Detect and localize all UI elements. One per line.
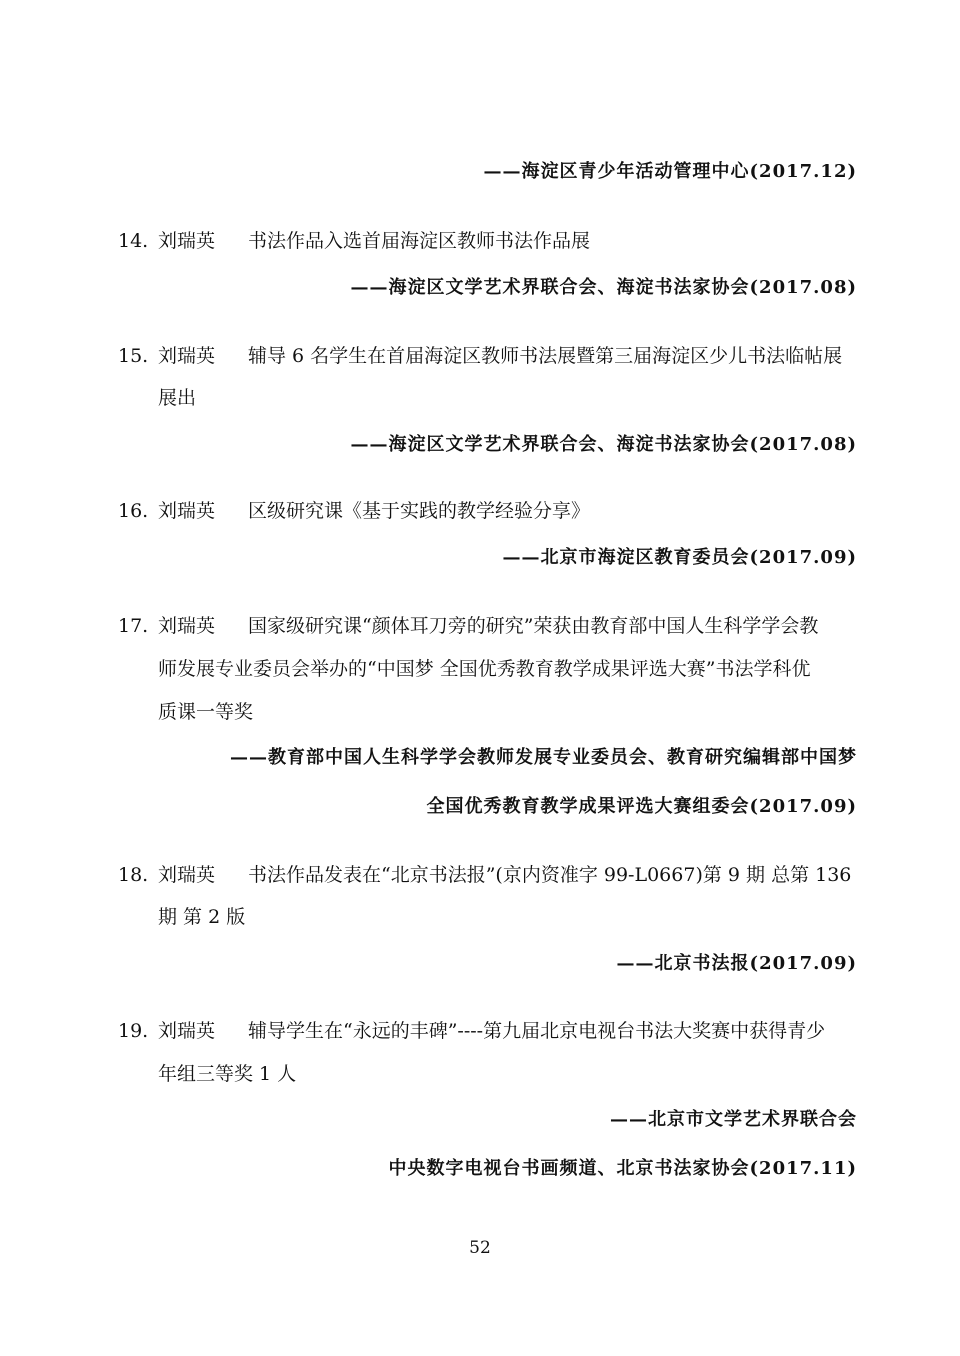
entry-number: 17.: [118, 615, 149, 637]
source-attribution: ——北京书法报(2017.09): [616, 953, 857, 974]
source-attribution: ——北京市海淀区教育委员会(2017.09): [502, 547, 857, 568]
entry-15: [118, 341, 858, 371]
entry-number: 19.: [118, 1020, 149, 1042]
entry-17: [118, 611, 858, 641]
entry-number: 14.: [118, 230, 149, 252]
entry-author: 刘瑞英: [158, 230, 216, 252]
entry-author: 刘瑞英: [158, 1020, 216, 1042]
entry-text: 辅导 6 名学生在首届海淀区教师书法展暨第三届海淀区少儿书法临帖展: [248, 345, 843, 367]
entry-16: [118, 496, 858, 526]
entry-text-continuation: 展出: [158, 387, 197, 409]
source-attribution: ——海淀区文学艺术界联合会、海淀书法家协会(2017.08): [350, 434, 857, 455]
entry-number: 16.: [118, 500, 149, 522]
entry-text-continuation: 质课一等奖: [158, 701, 254, 723]
entry-text: 国家级研究课“颜体耳刀旁的研究”荣获由教育部中国人生科学学会教: [248, 615, 819, 637]
source-attribution: ——教育部中国人生科学学会教师发展专业委员会、教育研究编辑部中国梦: [230, 747, 857, 768]
source-attribution: ——海淀区文学艺术界联合会、海淀书法家协会(2017.08): [350, 277, 857, 298]
entry-number: 18.: [118, 864, 149, 886]
entry-19: [118, 1016, 858, 1046]
entry-text: 区级研究课《基于实践的教学经验分享》: [248, 500, 591, 522]
entry-text-continuation: 期 第 2 版: [158, 906, 246, 928]
entry-text: 辅导学生在“永远的丰碑”----第九届北京电视台书法大奖赛中获得青少: [248, 1020, 826, 1042]
entry-author: 刘瑞英: [158, 500, 216, 522]
entry-18: [118, 860, 858, 890]
entry-author: 刘瑞英: [158, 615, 216, 637]
entry-author: 刘瑞英: [158, 345, 216, 367]
source-attribution: ——海淀区青少年活动管理中心(2017.12): [483, 161, 857, 182]
source-attribution: 中央数字电视台书画频道、北京书法家协会(2017.11): [388, 1158, 857, 1179]
entry-text-continuation: 年组三等奖 1 人: [158, 1063, 297, 1085]
source-attribution: 全国优秀教育教学成果评选大赛组委会(2017.09): [426, 796, 857, 817]
entry-text: 书法作品入选首届海淀区教师书法作品展: [248, 230, 591, 252]
entry-author: 刘瑞英: [158, 864, 216, 886]
entry-text: 书法作品发表在“北京书法报”(京内资准字 99-L0667)第 9 期 总第 136: [248, 864, 852, 886]
entry-number: 15.: [118, 345, 149, 367]
page-number: 52: [469, 1238, 491, 1258]
source-attribution: ——北京市文学艺术界联合会: [610, 1109, 857, 1130]
entry-14: [118, 226, 858, 256]
entry-text-continuation: 师发展专业委员会举办的“中国梦 全国优秀教育教学成果评选大赛”书法学科优: [158, 658, 811, 680]
